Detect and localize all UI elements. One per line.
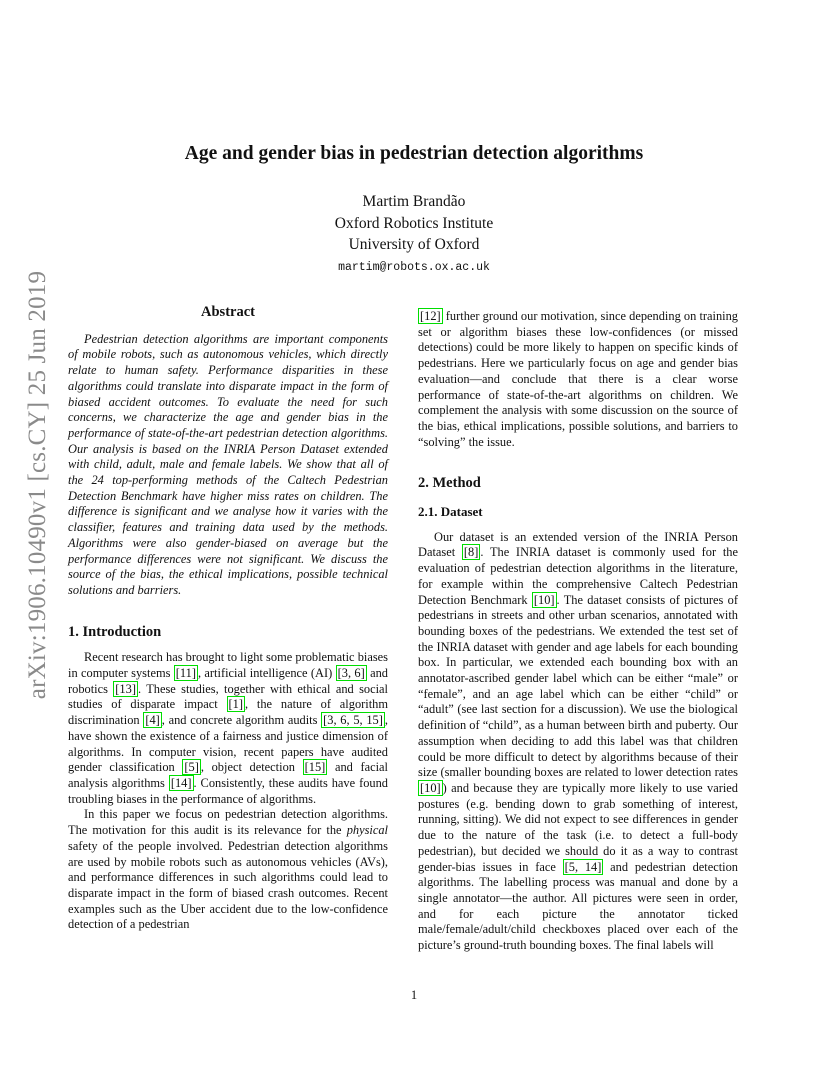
text-run: , artificial intelligence (AI) (197, 666, 336, 681)
citation-link[interactable]: [4] (145, 713, 160, 728)
text-run: , the nature of algorithm discrimination (68, 697, 388, 728)
citation-link[interactable]: [8] (463, 545, 479, 560)
citation-link[interactable]: [15] (304, 760, 326, 775)
text-run: , and concrete algorithm audits (161, 713, 322, 728)
citation-link[interactable]: [1] (228, 697, 243, 712)
citation-link[interactable]: [5, 14] (564, 859, 602, 874)
text-run: Our dataset is an extended version of the INRIA Person Dataset (418, 529, 738, 560)
author-name: Martim Brandão (362, 193, 466, 210)
text-run: safety of the people involved. Pedestrian detection algorithms are used by mobile robots such as autonomous vehicles (AVs), and performance differences in such algorithms could lead to disparate impact in the form of biased crash outcomes. Recent examples such as the Uber accident due to the low-confidence detection of a pedestrian (68, 838, 388, 932)
method-heading: 2. Method (418, 475, 481, 492)
text-run: and robotics (68, 666, 388, 696)
author-affiliation-2: University of Oxford (348, 236, 480, 253)
text-run: and pedestrian detection algorithms. The labelling process was manual and done by a single annotator—the author. All pictures were seen in order, and for each picture the annotator ticked male/female/adult/child checkboxes placed over each of the picture’s ground-truth bounding boxes. The final labels will (418, 859, 738, 953)
abstract-heading: Abstract (201, 304, 255, 320)
text-run: . The INRIA dataset is commonly used for the evaluation of pedestrian detection algorithms in the literature, for example within the comprehensive Caltech Pedestrian Detection Benchmark (418, 545, 738, 607)
citation-link[interactable]: [5] (184, 760, 199, 775)
citation-link[interactable]: [11] (175, 666, 196, 681)
text-run: and facial analysis algorithms (68, 760, 388, 790)
citation-link[interactable]: [10] (533, 592, 555, 607)
author-email: martim@robots.ox.ac.uk (338, 260, 490, 274)
citation-link[interactable]: [13] (115, 681, 136, 696)
text-run: . These studies, together with ethical and social studies of disparate impact (68, 681, 388, 712)
text-run: Recent research has brought to light some problematic biases in computer systems (68, 650, 388, 681)
citation-link[interactable]: [10] (420, 780, 441, 795)
citation-link[interactable]: [12] (420, 309, 441, 323)
introduction-paragraph-2 (68, 807, 388, 933)
dataset-paragraph (418, 530, 738, 954)
left-column (68, 305, 388, 933)
text-run: further ground our motivation, since depending on training set or algorithm biases these low-confidences (or missed detections) could be more likely to happen on specific kinds of pedestrians. Here we particularly focus on age and gender bias evaluation—and conclude that there is a clear worse performance of state-of-the-art algorithms on children. We complement the analysis with some discussion on the source of the bias, ethical implications, possible solutions, and barriers to “solving” the issue. (418, 309, 738, 449)
text-run: . Consistently, these audits have found troubling biases in the performance of algorithms. (68, 775, 388, 806)
right-column (418, 309, 738, 954)
author-block (200, 191, 628, 278)
text-run: In this paper we focus on pedestrian detection algorithms. The motivation for this audit is its relevance for the (68, 807, 388, 838)
abstract-text: Pedestrian detection algorithms are important components of mobile robots, such as autonomous vehicles, which directly relate to human safety. Performance disparities in these algorithms could translate into disparate impact in the form of biased accident outcomes. To evaluate the need for such concerns, we characterize the age and gender bias in the performance of state-of-the-art pedestrian detection algorithms. Our analysis is based on the INRIA Person Dataset extended with child, adult, male and female labels. We show that all of the 24 top-performing methods of the Caltech Pedestrian Detection Benchmark have higher miss rates on children. The difference is significant and we analyse how it varies with the classifier, features and training data used by the methods. Algorithms were also gender-biased on average but the performance differences were not significant. We discuss the source of the bias, the ethical implications, possible technical solutions and barriers. (68, 331, 388, 597)
page-number: 1 (410, 988, 418, 1002)
arxiv-stamp-text: arXiv:1906.10490v1 [cs.CY] 25 Jun 2019 (24, 270, 51, 699)
citation-link[interactable]: [3, 6] (337, 666, 365, 681)
text-run: . The dataset consists of pictures of pedestrians in streets and other urban scenarios, annotated with bounding boxes of the pedestrians. We extended the test set of the INRIA dataset with gender and age labels for each bounding box. In particular, we extended each bounding box with an annotator-ascribed gender label which can be either “male” or “female”, and an age label which can be either “child” or “adult” (see last section for a discussion). We use the biological definition of “child”, as a human between birth and puberty. Our assumption when deciding to add this label was that children could be more difficult to detect by algorithms because of their size (smaller bounding boxes are related to lower detection rates (418, 592, 738, 780)
introduction-heading: 1. Introduction (68, 623, 162, 640)
text-run: , have shown the existence of a fairness and justice dimension of algorithms. In computer vision, recent papers have audited gender classification (68, 713, 388, 775)
introduction-paragraph-1 (68, 650, 388, 807)
author-affiliation-1: Oxford Robotics Institute (334, 214, 494, 232)
text-run: ) and because they are typically more likely to use varied postures (e.g. bending down to grab something of interest, running, sitting). We did not expect to see differences in gender due to the nature of the task (i.e. to detect a full-body pedestrian), but decided we should do it as a way to contrast gender-bias issues in face (418, 780, 738, 874)
emphasis-text: physical (346, 823, 388, 838)
dataset-subheading: 2.1. Dataset (418, 504, 483, 520)
arxiv-stamp (18, 270, 58, 699)
introduction-paragraph-2-continued (418, 309, 738, 450)
citation-link[interactable]: [14] (170, 775, 192, 790)
text-run: , object detection (200, 760, 303, 775)
citation-link[interactable]: [3, 6, 5, 15] (323, 713, 383, 728)
paper-title: Age and gender bias in pedestrian detection algorithms (184, 143, 644, 164)
